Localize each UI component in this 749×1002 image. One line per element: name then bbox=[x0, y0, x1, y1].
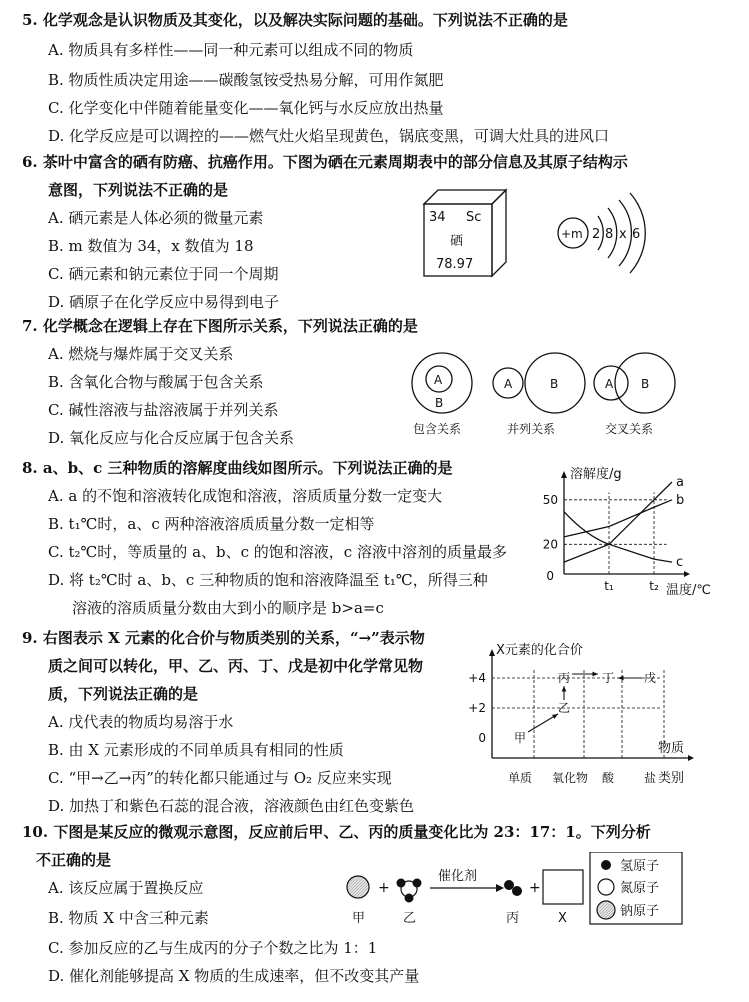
x-axis-arrow bbox=[684, 571, 690, 577]
periodic-table-tile bbox=[418, 188, 508, 278]
point-丁: 丁 bbox=[601, 671, 615, 685]
point-乙: 乙 bbox=[557, 701, 571, 715]
x-axis-title: 温度/℃ bbox=[666, 583, 711, 598]
q8-option-d-line1: D. 将 t₂℃时 a、b、c 三种物质的饱和溶液降温至 t₁℃，所得三种 bbox=[48, 571, 488, 589]
svg-text:A: A bbox=[605, 377, 614, 391]
y-tick-1: +2 bbox=[468, 701, 486, 715]
shell-2-electrons: 8 bbox=[605, 227, 614, 242]
arrow-wu-to-ding-head bbox=[618, 676, 624, 681]
label-bing: 丙 bbox=[506, 911, 520, 926]
q7-option-c: C. 碱性溶液与盐溶液属于并列关系 bbox=[48, 401, 279, 419]
q6-option-b: B. m 数值为 34，x 数值为 18 bbox=[48, 237, 254, 255]
contain-relation bbox=[412, 353, 472, 436]
q8-option-c: C. t₂℃时，等质量的 a、b、c 的饱和溶液，c 溶液中溶剂的质量最多 bbox=[48, 543, 507, 561]
q10-option-d: D. 催化剂能够提高 X 物质的生成速率，但不改变其产量 bbox=[48, 967, 420, 985]
q5-option-c: C. 化学变化中伴随着能量变化——氧化钙与水反应放出热量 bbox=[48, 99, 444, 117]
y-axis-title: 溶解度/g bbox=[570, 467, 622, 482]
y-tick-20: 20 bbox=[542, 537, 558, 552]
point-丙: 丙 bbox=[557, 671, 571, 685]
hydrogen-molecule-bing bbox=[504, 880, 522, 896]
svg-text:B: B bbox=[435, 396, 444, 410]
tile-element-name: 硒 bbox=[450, 234, 464, 249]
label-jia: 甲 bbox=[352, 911, 366, 926]
x-tick-0: t₁ bbox=[604, 579, 614, 593]
parallel-relation bbox=[493, 353, 585, 436]
concept-relation-diagram bbox=[405, 348, 705, 440]
y-tick-0: +4 bbox=[468, 671, 486, 685]
legend-sodium: 钠原子 bbox=[620, 904, 660, 919]
q10-option-c: C. 参加反应的乙与生成丙的分子个数之比为 1：1 bbox=[48, 939, 378, 957]
origin-label: 0 bbox=[546, 569, 554, 583]
q9-option-c: C. “甲→乙→丙”的转化都只能通过与 O₂ 反应来实现 bbox=[48, 769, 392, 787]
q6-option-a: A. 硒元素是人体必须的微量元素 bbox=[48, 209, 264, 227]
q9-stem-line1: 9. 右图表示 X 元素的化合价与物质类别的关系，“→”表示物 bbox=[22, 629, 425, 647]
legend-nitrogen: 氮原子 bbox=[620, 881, 660, 896]
y-tick-50: 50 bbox=[542, 492, 558, 507]
tile-atomic-mass: 78.97 bbox=[436, 257, 474, 272]
svg-text:B: B bbox=[550, 377, 559, 391]
series-a-label: a bbox=[676, 475, 684, 490]
sodium-atom-jia bbox=[347, 876, 369, 898]
q6-stem-line2: 意图，下列说法不正确的是 bbox=[48, 181, 229, 199]
q8-stem: 8. a、b、c 三种物质的溶解度曲线如图所示。下列说法正确的是 bbox=[22, 459, 453, 477]
valence-chart bbox=[458, 640, 708, 790]
series-b-label: b bbox=[676, 492, 685, 508]
x-axis-title-part2: 类别 bbox=[657, 771, 684, 786]
q8-option-a: A. a 的不饱和溶液转化成饱和溶液，溶质质量分数一定变大 bbox=[48, 487, 443, 505]
catalyst-label: 催化剂 bbox=[438, 869, 478, 884]
y-axis-arrow bbox=[489, 649, 495, 656]
y-axis-title: X元素的化合价 bbox=[496, 643, 583, 658]
legend-hydrogen: 氢原子 bbox=[620, 859, 660, 874]
q10-stem-line2: 不正确的是 bbox=[36, 851, 112, 869]
q7-option-a: A. 燃烧与爆炸属于交叉关系 bbox=[48, 345, 234, 363]
q6-option-c: C. 硒元素和钠元素位于同一个周期 bbox=[48, 265, 279, 283]
q9-option-d: D. 加热丁和紫色石蕊的混合液，溶液颜色由红色变紫色 bbox=[48, 797, 415, 815]
q7-option-d: D. 氧化反应与化合反应属于包含关系 bbox=[48, 429, 295, 447]
q6-stem-line1: 6. 茶叶中富含的硒有防癌、抗癌作用。下图为硒在元素周期表中的部分信息及其原子结构示 bbox=[22, 153, 628, 171]
x-tick-2: 酸 bbox=[601, 771, 615, 785]
atom-structure-diagram bbox=[548, 188, 658, 278]
micro-reaction-diagram bbox=[338, 852, 738, 928]
x-axis-arrow bbox=[688, 755, 694, 761]
q9-option-a: A. 戊代表的物质均易溶于水 bbox=[48, 713, 234, 731]
svg-text:+: + bbox=[378, 880, 390, 896]
series-c-curve bbox=[564, 512, 672, 562]
nucleus-charge: +m bbox=[561, 227, 583, 241]
label-x: X bbox=[558, 911, 567, 926]
y-axis-arrow bbox=[561, 471, 567, 478]
q10-option-b: B. 物质 X 中含三种元素 bbox=[48, 909, 209, 927]
ammonia-molecule-yi bbox=[397, 879, 422, 903]
tile-atomic-number: 34 bbox=[429, 210, 446, 225]
contain-label: 包含关系 bbox=[413, 422, 462, 436]
x-tick-0: 单质 bbox=[507, 771, 533, 785]
svg-text:A: A bbox=[434, 373, 443, 387]
point-甲: 甲 bbox=[513, 731, 527, 745]
q9-stem-line2: 质之间可以转化，甲、乙、丙、丁、戊是初中化学常见物 bbox=[48, 657, 424, 675]
atom-legend bbox=[590, 852, 682, 924]
q8-option-b: B. t₁℃时，a、c 两种溶液溶质质量分数一定相等 bbox=[48, 515, 375, 533]
solubility-chart bbox=[540, 462, 745, 598]
q5-option-b: B. 物质性质决定用途——碳酸氢铵受热易分解，可用作氮肥 bbox=[48, 71, 444, 89]
shell-3-electrons: x bbox=[619, 227, 627, 242]
q8-option-d-line2: 溶液的溶质质量分数由大到小的顺序是 b>a=c bbox=[72, 599, 384, 617]
cross-label: 交叉关系 bbox=[605, 422, 654, 436]
cross-relation bbox=[594, 353, 675, 436]
arrow-bing-to-ding-head bbox=[592, 672, 598, 677]
parallel-label: 并列关系 bbox=[507, 422, 556, 436]
x-tick-1: t₂ bbox=[649, 579, 659, 593]
q5-option-a: A. 物质具有多样性——同一种元素可以组成不同的物质 bbox=[48, 41, 414, 59]
q5-option-d: D. 化学反应是可以调控的——燃气灶火焰呈现黄色，锅底变黑，可调大灶具的进风口 bbox=[48, 127, 610, 145]
q10-option-a: A. 该反应属于置换反应 bbox=[48, 879, 204, 897]
q6-option-d: D. 硒原子在化学反应中易得到电子 bbox=[48, 293, 280, 311]
q7-stem: 7. 化学概念在逻辑上存在下图所示关系，下列说法正确的是 bbox=[22, 317, 418, 335]
x-axis-title-part1: 物质 bbox=[657, 741, 684, 756]
q5-stem: 5. 化学观念是认识物质及其变化，以及解决实际问题的基础。下列说法不正确的是 bbox=[22, 11, 568, 29]
shell-4-electrons: 6 bbox=[632, 227, 641, 242]
svg-text:B: B bbox=[641, 377, 650, 391]
series-b-curve bbox=[564, 500, 672, 537]
arrow-yi-to-bing-head bbox=[562, 686, 567, 692]
shell-1-electrons: 2 bbox=[592, 227, 601, 242]
svg-text:A: A bbox=[504, 377, 513, 391]
x-tick-1: 氧化物 bbox=[551, 771, 589, 785]
label-yi: 乙 bbox=[403, 911, 417, 926]
x-tick-3: 盐 bbox=[643, 771, 657, 785]
svg-text:+: + bbox=[529, 880, 541, 896]
y-tick-2: 0 bbox=[478, 731, 486, 745]
product-x-box bbox=[543, 870, 583, 904]
point-戊: 戊 bbox=[643, 671, 657, 685]
q9-option-b: B. 由 X 元素形成的不同单质具有相同的性质 bbox=[48, 741, 344, 759]
q10-stem-line1: 10. 下图是某反应的微观示意图，反应前后甲、乙、丙的质量变化比为 23：17：1。下列分析 bbox=[22, 823, 651, 841]
q9-stem-line3: 质，下列说法正确的是 bbox=[48, 685, 199, 703]
tile-symbol: Sc bbox=[466, 210, 482, 225]
series-c-label: c bbox=[676, 555, 684, 571]
q7-option-b: B. 含氧化合物与酸属于包含关系 bbox=[48, 373, 264, 391]
